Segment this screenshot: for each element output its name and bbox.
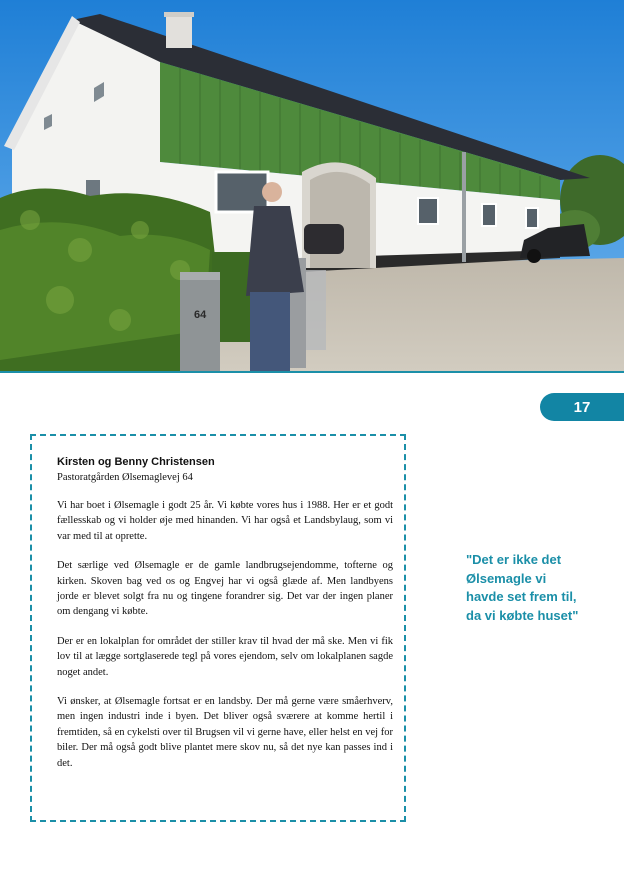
- story-paragraph: Vi har boet i Ølsemagle i godt 25 år. Vi købte vores hus i 1988. Her er et godt fællesskab og vi holder øje med hinanden. Vi har også et Landsbylaug, som vi var med til at oprette.: [57, 500, 393, 542]
- story-address: Pastoratgården Ølsemaglevej 64: [57, 472, 193, 483]
- house-photo: [0, 0, 624, 372]
- story-paragraph: Vi ønsker, at Ølsemagle fortsat er en landsby. Der må gerne være småerhverv, men ingen industri inde i byen. Det bliver også sværere at komme hertil i fremtiden, så en cykelsti over til Brugsen vil vi gerne have, eller helst en vej for biler. Der må også godt blive plantet mere skov nu, så det nye kan passes ind i det.: [57, 696, 393, 769]
- mailbox-number: 64: [194, 309, 207, 321]
- story-paragraph: Der er en lokalplan for området der stiller krav til hvad der må ske. Men vi fik lov til at lægge sortglaserede tegl på vores ejendom, selv om lokalplanen sagde noget andet.: [57, 635, 393, 678]
- photo-divider: [0, 371, 624, 373]
- page-number: 17: [540, 393, 624, 421]
- story-box: [30, 434, 406, 822]
- story-paragraph: Det særlige ved Ølsemagle er de gamle landbrugsejendomme, tofterne og kirken. Skoven bag ved os og Engvej har vi også glæde af. Men landbyens jorde er blevet solgt fra nu og tingene forandrer sig. Det var der ingen planer om dengang vi købte.: [57, 560, 393, 618]
- pull-quote: "Det er ikke det Ølsemagle vi havde set frem til, da vi købte huset": [466, 552, 579, 623]
- story-author: Kirsten og Benny Christensen: [57, 456, 215, 468]
